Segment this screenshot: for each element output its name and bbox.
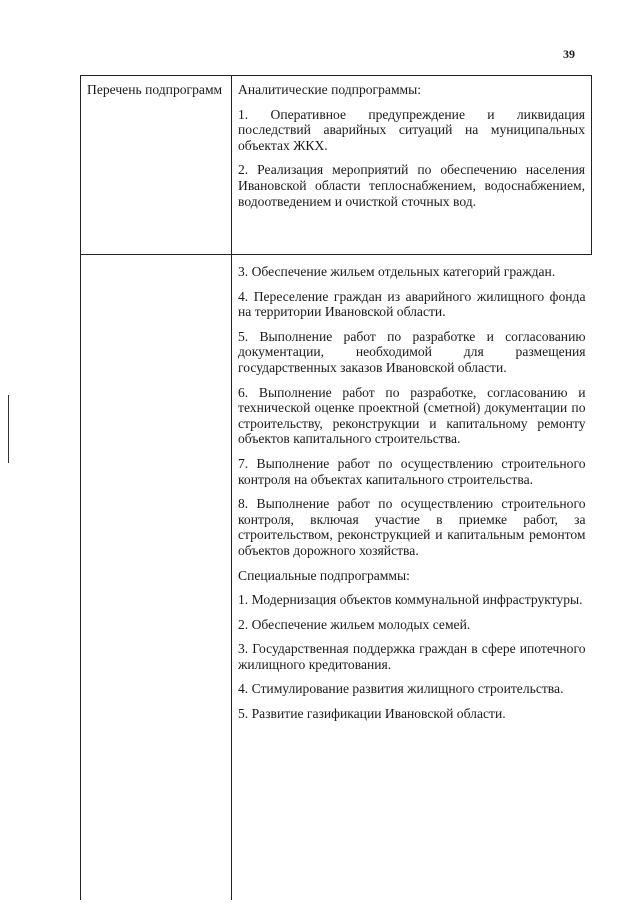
table-row	[81, 255, 592, 901]
content-cell-2	[232, 255, 592, 901]
empty-label-cell	[81, 255, 232, 901]
list-item: 1. Оперативное предупреждение и ликвидация последствий аварийных ситуаций на муниципальных объектах ЖКХ.	[238, 106, 585, 153]
page-number: 39	[563, 47, 575, 61]
list-item: 4. Стимулирование развития жилищного строительства.	[238, 681, 564, 697]
list-item: 1. Модернизация объектов коммунальной инфраструктуры.	[238, 592, 583, 608]
list-item: 6. Выполнение работ по разработке, согласованию и технической оценке проектной (сметной) документации по строительству, реконструкции и капитальному ремонту объектов капитального строительства.	[238, 384, 586, 447]
list-item: 8. Выполнение работ по осуществлению строительного контроля, включая участие в приемке работ, за строительством, реконструкцией и капитальным ремонтом объектов дорожного хозяйства.	[238, 496, 586, 558]
list-item: 5. Развитие газификации Ивановской области.	[238, 706, 506, 722]
scan-margin-mark	[8, 395, 9, 463]
list-item: 5. Выполнение работ по разработке и согласованию документации, необходимой для размещения государственных заказов Ивановской области.	[238, 328, 586, 375]
list-item: 2. Обеспечение жильем молодых семей.	[238, 616, 471, 632]
label-cell	[81, 76, 232, 255]
list-item: 4. Переселение граждан из аварийного жилищного фонда на территории Ивановской области.	[238, 288, 586, 320]
list-item: 3. Государственная поддержка граждан в сфере ипотечного жилищного кредитования.	[238, 641, 586, 672]
list-item: 7. Выполнение работ по осуществлению строительного контроля на объектах капитального строительства.	[238, 455, 586, 487]
subprograms-table	[80, 75, 592, 900]
list-item: 3. Обеспечение жильем отдельных категорий граждан.	[238, 264, 556, 279]
section-heading-special: Специальные подпрограммы:	[238, 567, 410, 583]
table-row	[81, 76, 592, 255]
label-text: Перечень подпрограмм	[87, 82, 223, 97]
section-heading-analytic: Аналитические подпрограммы:	[238, 82, 422, 97]
content-cell-1	[232, 76, 592, 255]
list-item: 2. Реализация мероприятий по обеспечению населения Ивановской области теплоснабжением, водоснабжением, водоотведением и очисткой сточных вод.	[238, 162, 585, 209]
